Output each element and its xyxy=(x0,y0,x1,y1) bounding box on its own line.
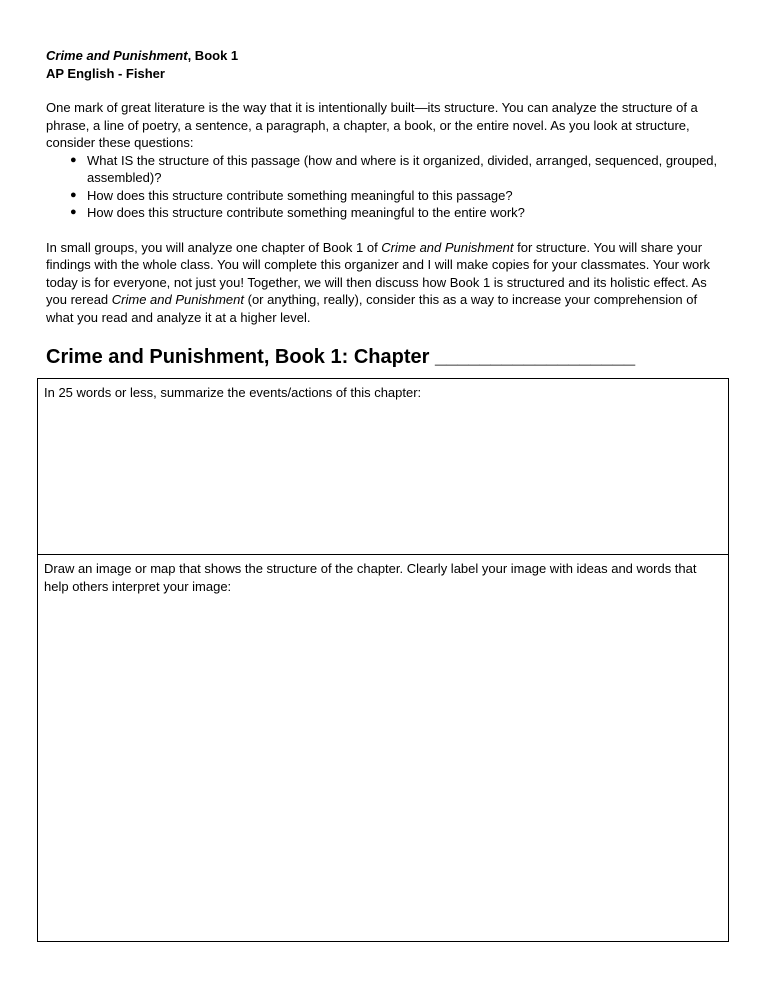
questions-list xyxy=(46,152,722,222)
instructions-text: (or anything, really), consider this as a way to increase your comprehension of what you read and analyze it at a higher level. xyxy=(46,292,698,325)
structure-image-box[interactable] xyxy=(37,554,729,942)
instructions-text: In small groups, you will analyze one chapter of Book 1 of xyxy=(46,239,382,255)
document-page xyxy=(46,47,722,369)
list-item xyxy=(46,204,722,222)
bullet-icon: ● xyxy=(70,188,77,201)
bullet-icon: ● xyxy=(70,153,77,166)
summary-prompt: In 25 words or less, summarize the events/actions of this chapter: xyxy=(44,385,422,400)
question-text: How does this structure contribute something meaningful to this passage? xyxy=(87,187,513,203)
document-title xyxy=(46,47,722,65)
instructions-text: for structure. You will share your findings with the whole class. You will complete this organizer and I will make copies for your classmates. Your work today is for everyone, not just you! Together, we will then discuss how Book 1 is structured and its holistic effect. As you reread xyxy=(46,239,711,307)
summary-box[interactable] xyxy=(37,378,729,555)
book-number: , Book 1 xyxy=(187,48,239,63)
book-title: Crime and Punishment xyxy=(46,48,188,63)
intro-paragraph: One mark of great literature is the way that it is intentionally built—its structure. You can analyze the structure of a phrase, a line of poetry, a sentence, a paragraph, a chapter, a book, or the entire novel. As you look at structure, consider these questions: xyxy=(46,100,698,150)
instructions-paragraph xyxy=(46,239,722,327)
instructions-book-title: Crime and Punishment xyxy=(111,292,244,307)
list-item xyxy=(46,152,722,187)
list-item xyxy=(46,187,722,205)
question-text: What IS the structure of this passage (how and where is it organized, divided, arranged, sequenced, grouped, assembled)? xyxy=(87,152,718,185)
image-prompt: Draw an image or map that shows the structure of the chapter. Clearly label your image with ideas and words that help others interpret your image: xyxy=(44,561,697,594)
bullet-icon: ● xyxy=(70,206,77,218)
course-name: AP English - Fisher xyxy=(46,65,165,81)
instructions-book-title: Crime and Punishment xyxy=(381,239,514,255)
question-text: How does this structure contribute something meaningful to the entire work? xyxy=(87,205,525,220)
chapter-heading[interactable]: Crime and Punishment, Book 1: Chapter __________________ xyxy=(46,346,636,368)
